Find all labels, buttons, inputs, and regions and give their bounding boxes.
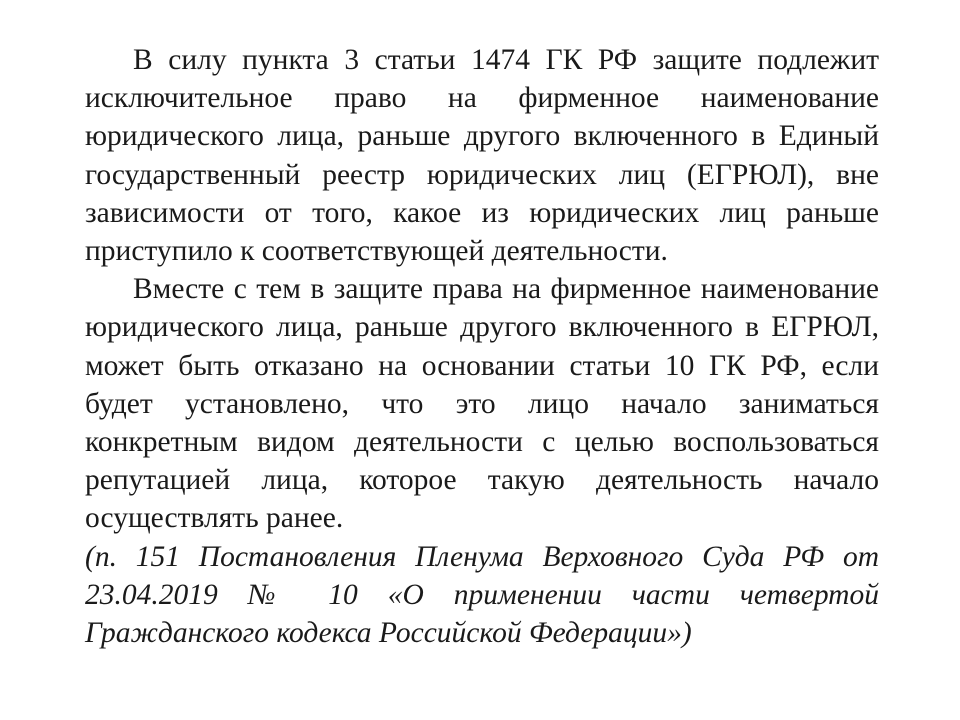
paragraph-1: В силу пункта 3 статьи 1474 ГК РФ защите подлежит исключительное право на фирменное наименование юридического лица, раньше другого включенного в Единый государственный реестр юридических лиц (ЕГРЮЛ), вне зависимости от того, какое из юридических лиц раньше приступило к соответствующей деятельности. [85,44,879,268]
paragraph-2: Вместе с тем в защите права на фирменное наименование юридического лица, раньше другого включенного в ЕГРЮЛ, может быть отказано на основании статьи 10 ГК РФ, если будет установлено, что это лицо начало заниматься конкретным видом деятельности с целью воспользоваться репутацией лица, которое такую деятельность начало осуществлять ранее. [85,273,879,535]
citation: (п. 151 Постановления Пленума Верховного Суда РФ от 23.04.2019 № 10 «О применении части четвертой Гражданского кодекса Российской Федерации») [85,540,879,650]
text-block [85,41,879,652]
